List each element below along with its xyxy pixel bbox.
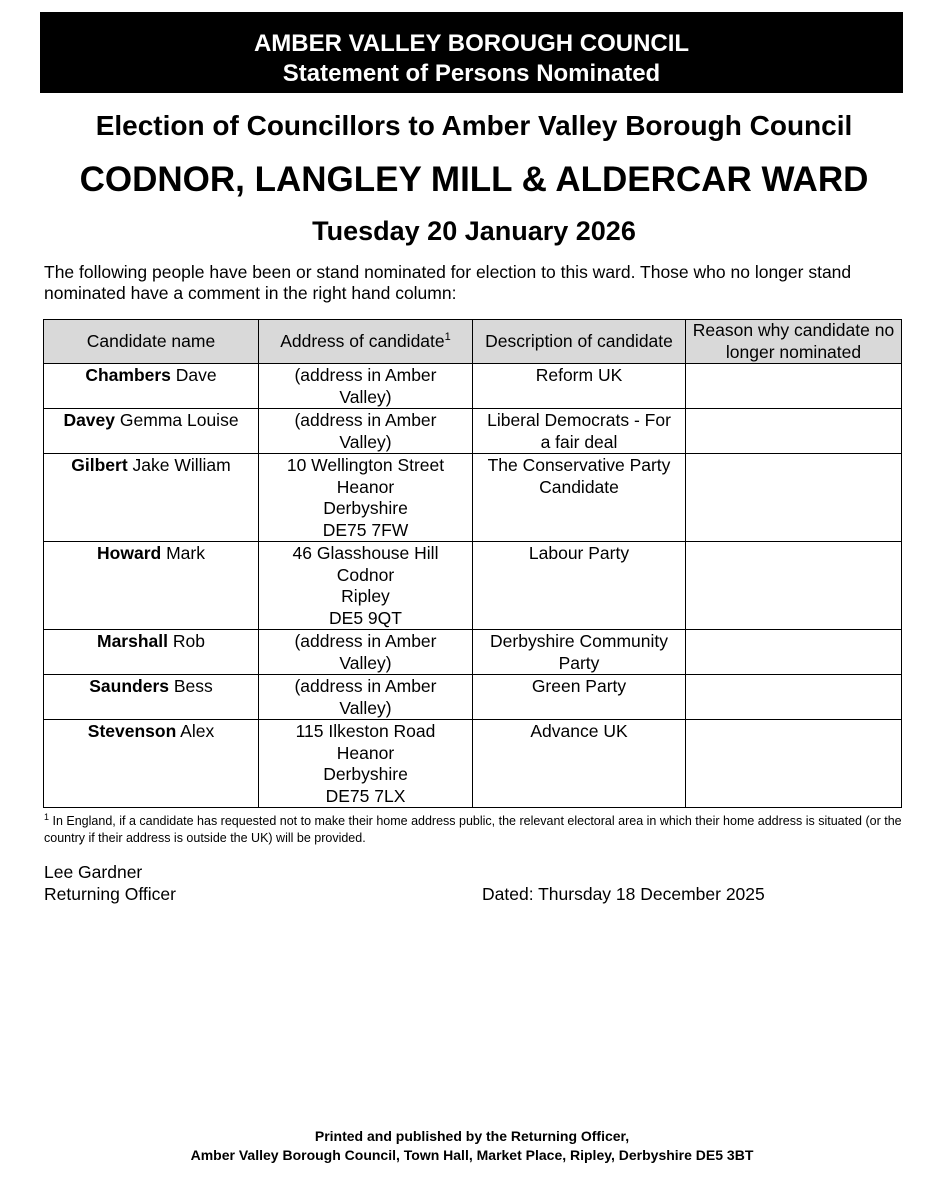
candidate-address-cell (259, 630, 473, 675)
candidate-forenames: Gemma Louise (119, 410, 239, 430)
candidate-name-cell (44, 454, 259, 542)
election-date: Tuesday 20 January 2026 (312, 216, 636, 246)
candidate-name-cell (44, 720, 259, 808)
candidate-forenames: Mark (166, 543, 205, 563)
header-banner (40, 12, 903, 93)
description-line: Derbyshire Community (490, 631, 668, 651)
header-address: Address of candidate$^1$ (259, 320, 473, 364)
footnote-marker: 1 (444, 330, 451, 343)
description-line: Labour Party (528, 543, 630, 563)
table-row (44, 675, 902, 720)
description-line: Liberal Democrats - For (487, 410, 671, 430)
candidate-description-cell (473, 630, 686, 675)
address-line: Heanor (336, 476, 395, 497)
address-line: Ripley (341, 586, 390, 606)
candidate-description-cell (473, 364, 686, 409)
candidate-reason-cell (686, 630, 902, 675)
address-line: (address in Amber (294, 365, 437, 385)
address-line: Valley) (339, 652, 392, 673)
candidate-surname: Howard (97, 543, 162, 563)
footnote-number: 1 (44, 811, 50, 822)
candidate-address-cell (259, 454, 473, 542)
candidate-surname: Stevenson (87, 721, 177, 741)
description-line: Candidate (539, 476, 619, 497)
description-line: Green Party (531, 676, 627, 696)
address-line: Valley) (339, 431, 392, 452)
candidate-reason-cell (686, 542, 902, 630)
table-row (44, 409, 902, 454)
address-line: DE75 7LX (325, 785, 406, 806)
header-reason: Reason why candidate no longer nominated (686, 320, 902, 364)
address-line: Valley) (339, 697, 392, 718)
description-line: Advance UK (530, 721, 628, 741)
address-line: 46 Glasshouse Hill (292, 543, 439, 563)
address-line: Valley) (339, 386, 392, 407)
candidates-table (43, 319, 902, 808)
candidate-reason-cell (686, 364, 902, 409)
header-candidate-name: Candidate name (44, 320, 259, 364)
address-line: DE5 9QT (329, 607, 402, 628)
footnote (44, 813, 904, 847)
candidate-reason-cell (686, 675, 902, 720)
council-name: AMBER VALLEY BOROUGH COUNCIL (253, 30, 690, 57)
candidate-name-cell (44, 630, 259, 675)
candidate-reason-cell (686, 454, 902, 542)
candidate-forenames: Dave (175, 365, 217, 385)
imprint-line-1: Printed and published by the Returning Officer, (314, 1128, 630, 1144)
officer-name: Lee Gardner (44, 862, 143, 882)
candidates-body (44, 364, 902, 808)
address-line: Derbyshire (323, 498, 408, 518)
candidate-address-cell (259, 409, 473, 454)
candidate-surname: Gilbert (71, 455, 128, 475)
candidate-name-cell (44, 409, 259, 454)
candidate-forenames: Rob (172, 631, 205, 651)
candidate-description-cell (473, 454, 686, 542)
election-title: Election of Councillors to Amber Valley Borough Council (95, 110, 853, 141)
address-line: 10 Wellington Street (286, 455, 445, 475)
imprint (0, 1127, 944, 1165)
candidate-surname: Davey (63, 410, 116, 430)
table-row (44, 542, 902, 630)
candidate-forenames: Jake William (132, 455, 231, 475)
returning-officer (44, 861, 176, 905)
candidate-description-cell (473, 542, 686, 630)
candidate-address-cell (259, 720, 473, 808)
candidate-surname: Chambers (85, 365, 171, 385)
table-row (44, 364, 902, 409)
description-line: Party (558, 652, 600, 673)
address-line: (address in Amber (294, 676, 437, 696)
candidate-forenames: Alex (180, 721, 215, 741)
officer-title: Returning Officer (44, 884, 176, 904)
candidate-name-cell (44, 364, 259, 409)
footnote-text: In England, if a candidate has requested not to make their home address public, the relevant electoral area in which their home address is situated (or the country if their address is outside the UK) will be provided. (44, 814, 902, 845)
imprint-line-2: Amber Valley Borough Council, Town Hall, Market Place, Ripley, Derbyshire DE5 3BT (190, 1147, 754, 1163)
description-line: The Conservative Party (487, 455, 671, 475)
table-row (44, 630, 902, 675)
candidate-name-cell (44, 542, 259, 630)
address-line: Derbyshire (323, 764, 408, 784)
description-line: Reform UK (535, 365, 623, 385)
candidate-surname: Marshall (97, 631, 168, 651)
candidate-reason-cell (686, 720, 902, 808)
candidate-name-cell (44, 675, 259, 720)
candidate-surname: Saunders (89, 676, 169, 696)
dated-line: Dated: Thursday 18 December 2025 (482, 884, 765, 904)
address-line: DE75 7FW (322, 519, 409, 540)
intro-text: The following people have been or stand nominated for election to this ward. Those who no longer stand nominated have a comment in the right hand column: (44, 262, 852, 303)
address-line: Codnor (336, 564, 395, 585)
candidate-description-cell (473, 675, 686, 720)
candidate-reason-cell (686, 409, 902, 454)
description-line: a fair deal (540, 431, 618, 452)
candidate-address-cell (259, 675, 473, 720)
candidate-forenames: Bess (173, 676, 213, 696)
candidate-description-cell (473, 409, 686, 454)
ward-title: CODNOR, LANGLEY MILL & ALDERCAR WARD (79, 160, 869, 199)
header-description: Description of candidate (473, 320, 686, 364)
candidate-address-cell (259, 542, 473, 630)
address-line: (address in Amber (294, 631, 437, 651)
table-row (44, 454, 902, 542)
address-line: (address in Amber (294, 410, 437, 430)
address-line: 115 Ilkeston Road (295, 721, 436, 741)
notice-title: Statement of Persons Nominated (282, 60, 661, 87)
candidate-address-cell (259, 364, 473, 409)
candidate-description-cell (473, 720, 686, 808)
table-header-row (44, 320, 902, 364)
address-line: Heanor (336, 742, 395, 763)
table-row (44, 720, 902, 808)
